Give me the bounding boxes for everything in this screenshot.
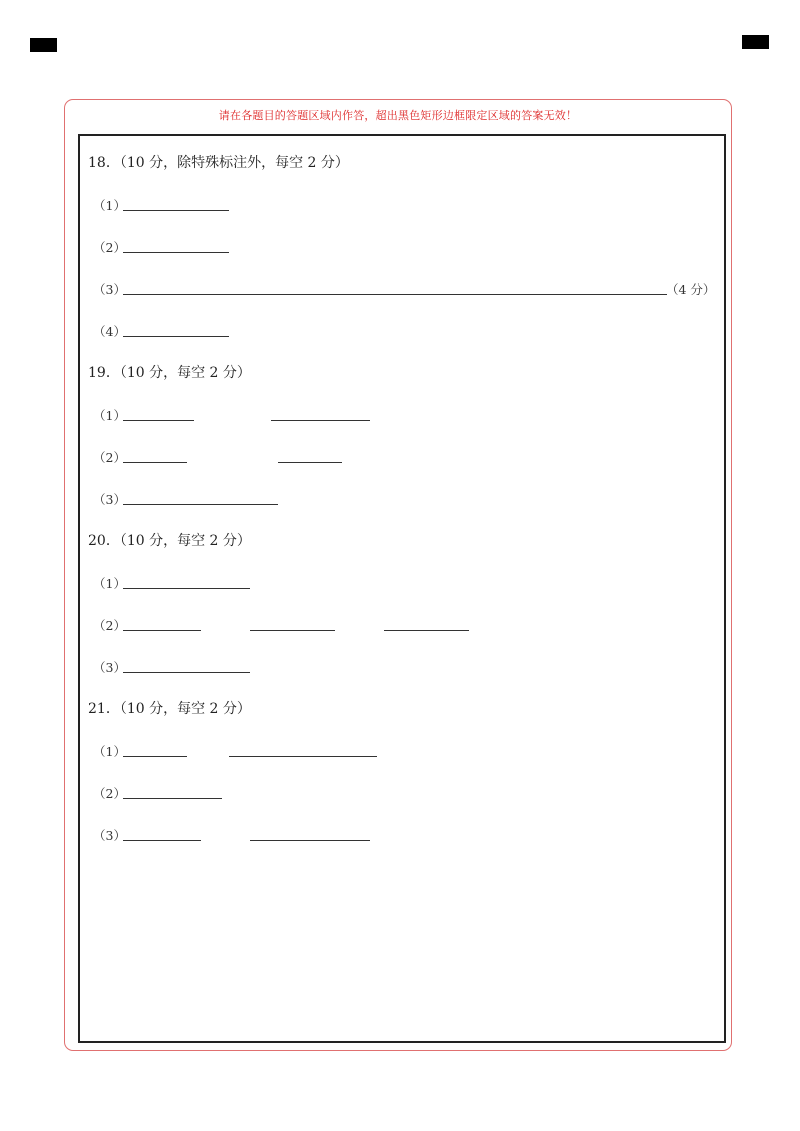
q20-part-1-answer-line[interactable] [123,588,250,589]
q18-part-1-answer-line[interactable] [123,210,229,211]
q19-part-1-answer-line-b[interactable] [271,420,370,421]
alignment-marker-left [30,38,57,52]
q21-part-1-answer-line-a[interactable] [123,756,187,757]
q18-part-3-label: （3） [93,282,126,297]
q19-part-3-label: （3） [93,492,126,507]
q21-part-3-answer-line-b[interactable] [250,840,370,841]
q19-part-2-answer-line-a[interactable] [123,462,187,463]
q20-part-2-answer-line-a[interactable] [123,630,201,631]
q19-part-2-answer-line-b[interactable] [278,462,342,463]
q20-part-1-label: （1） [93,576,126,591]
q21-part-3-answer-line-a[interactable] [123,840,201,841]
question-20-heading: 20．（10 分，每空 2 分） [88,533,251,549]
q18-part-1-label: （1） [93,198,126,213]
question-21-heading: 21．（10 分，每空 2 分） [88,701,251,717]
q18-part-3-score-note: （4 分） [666,282,716,297]
q19-part-2-label: （2） [93,450,126,465]
q20-part-2-answer-line-b[interactable] [250,630,335,631]
q18-part-2-answer-line[interactable] [123,252,229,253]
q18-part-4-answer-line[interactable] [123,336,229,337]
q21-part-2-answer-line[interactable] [123,798,222,799]
q20-part-2-label: （2） [93,618,126,633]
q20-part-2-answer-line-c[interactable] [384,630,469,631]
question-18-heading: 18．（10 分，除特殊标注外，每空 2 分） [88,155,349,171]
q19-part-3-answer-line[interactable] [123,504,278,505]
answer-region-notice: 请在各题目的答题区域内作答，超出黑色矩形边框限定区域的答案无效！ [218,109,578,122]
q18-part-3-answer-line[interactable] [123,294,667,295]
q20-part-3-answer-line[interactable] [123,672,250,673]
q19-part-1-answer-line-a[interactable] [123,420,194,421]
alignment-marker-right [742,35,769,49]
q18-part-2-label: （2） [93,240,126,255]
question-19-heading: 19．（10 分，每空 2 分） [88,365,251,381]
q21-part-2-label: （2） [93,786,126,801]
q21-part-3-label: （3） [93,828,126,843]
q19-part-1-label: （1） [93,408,126,423]
q20-part-3-label: （3） [93,660,126,675]
q18-part-4-label: （4） [93,324,126,339]
q21-part-1-label: （1） [93,744,126,759]
q21-part-1-answer-line-b[interactable] [229,756,377,757]
